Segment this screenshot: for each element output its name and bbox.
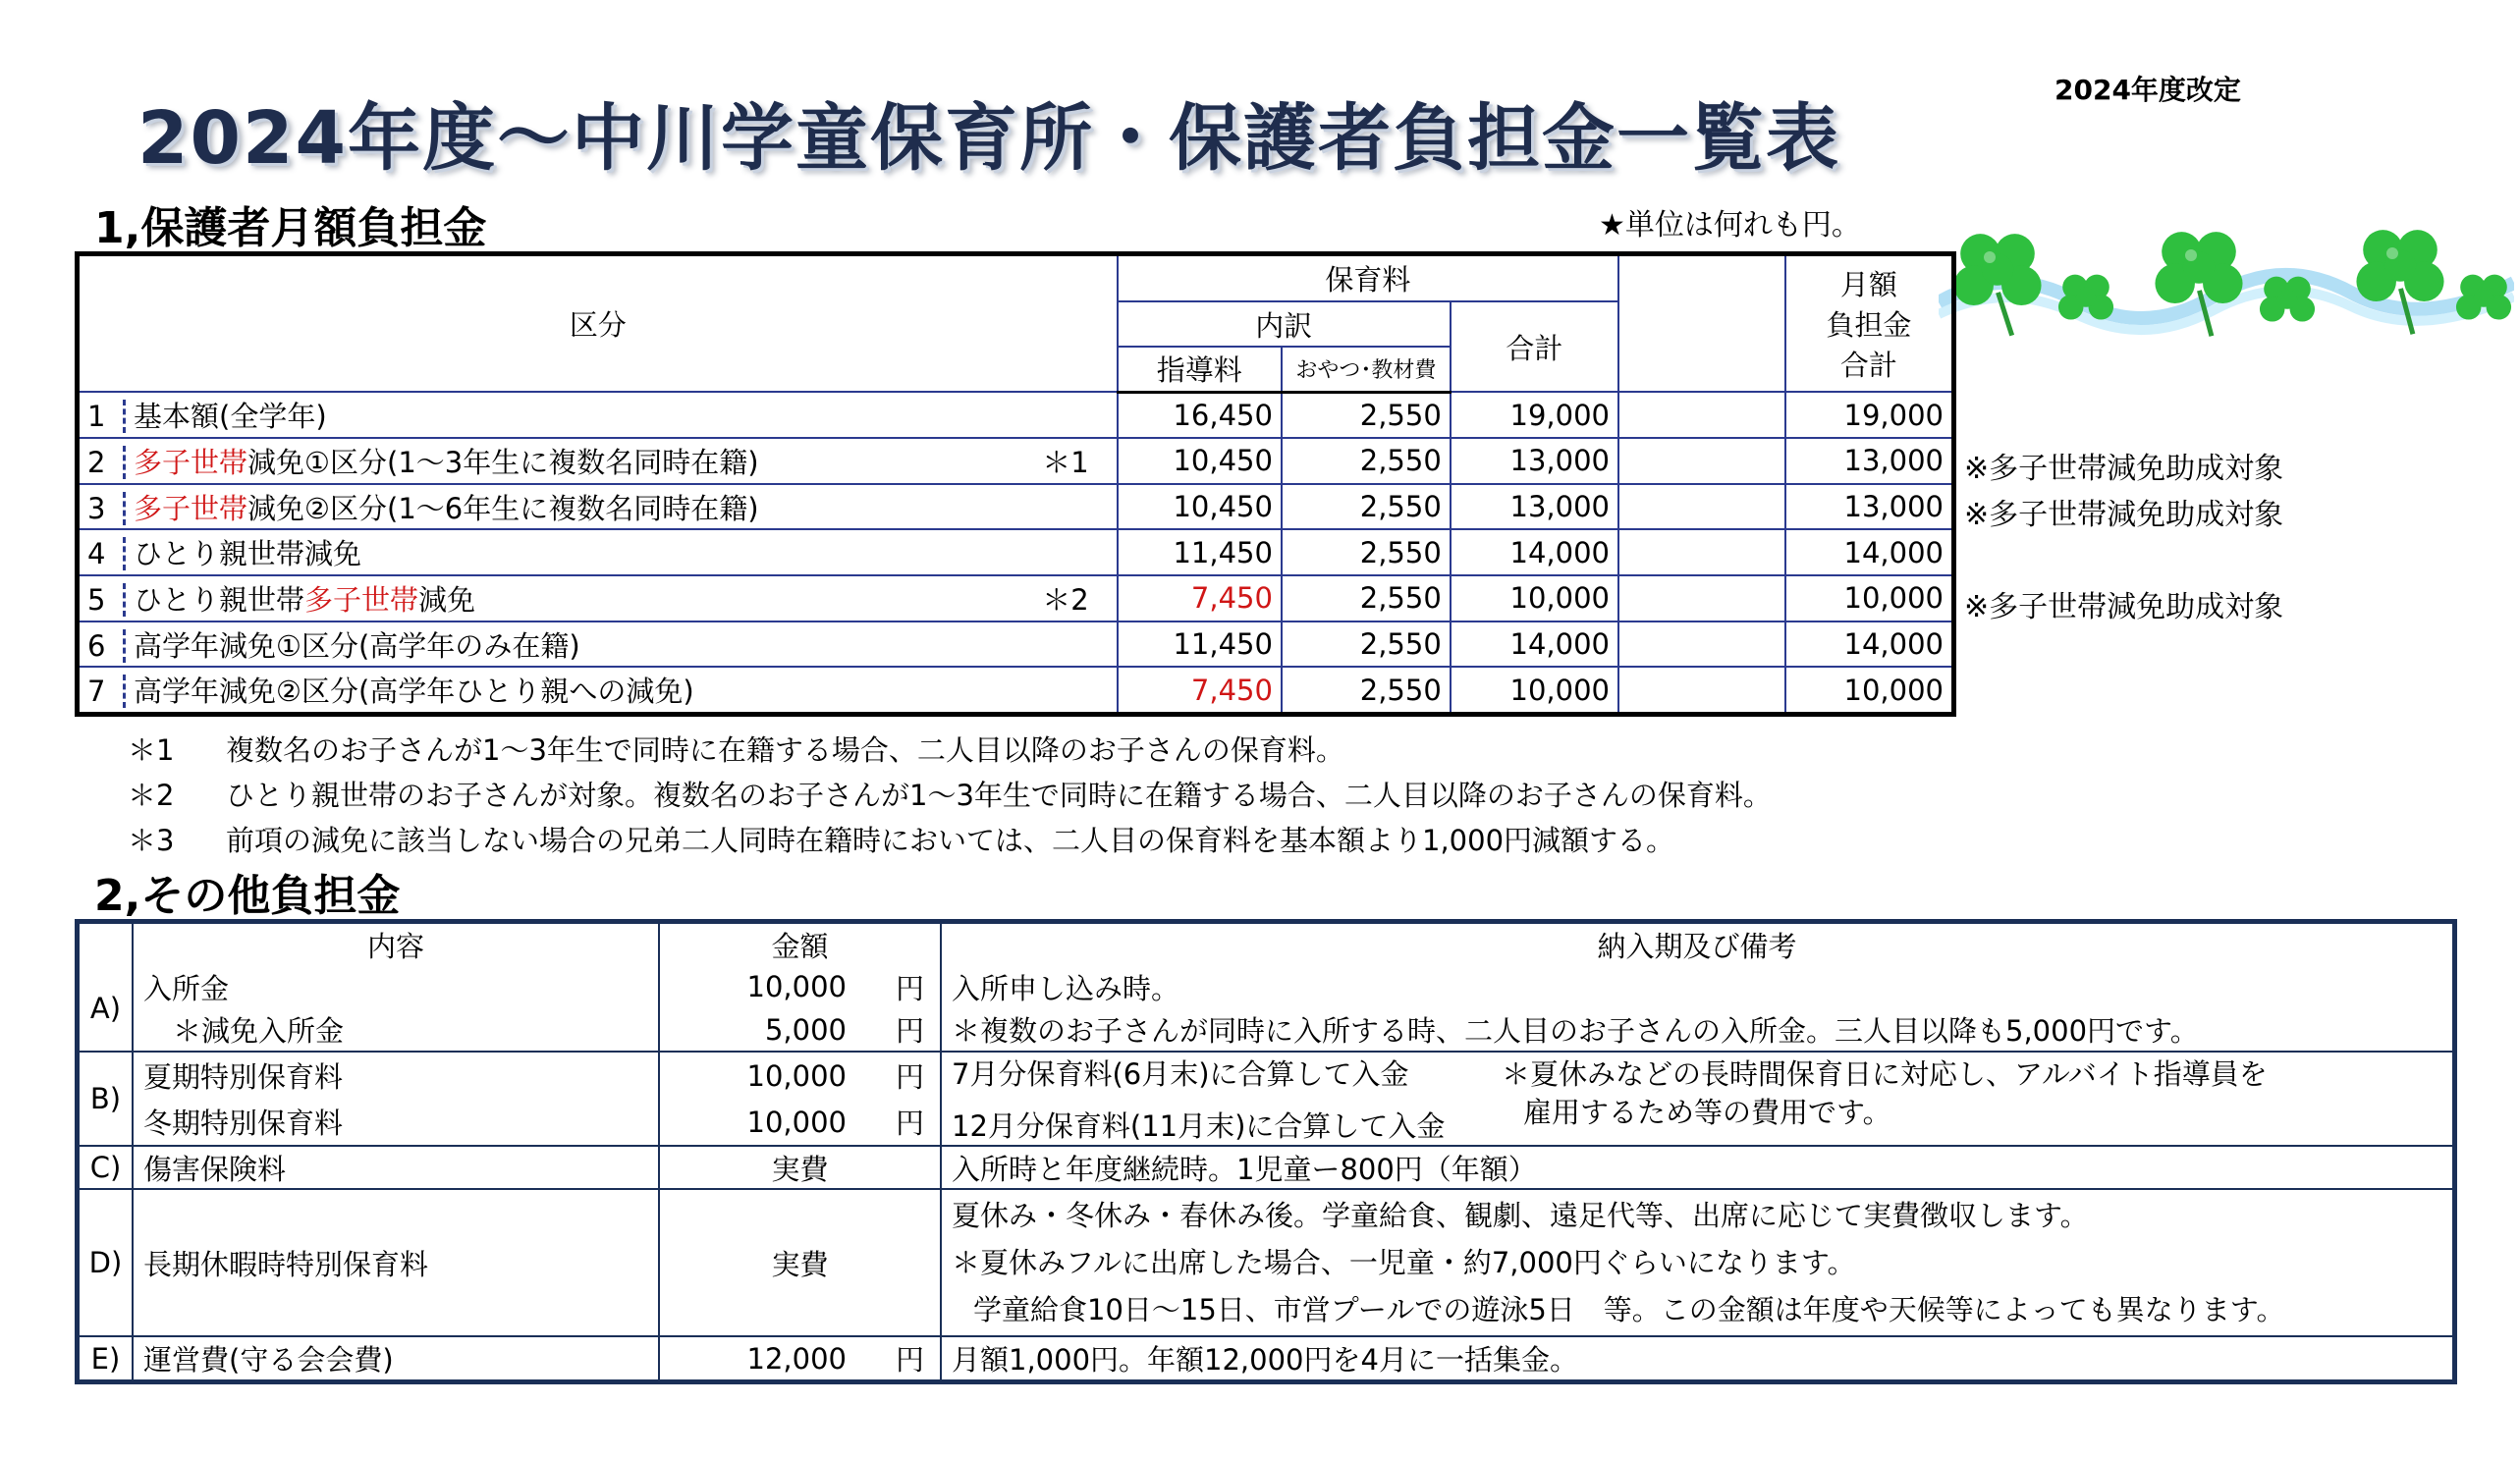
row-number: 3 — [87, 492, 126, 525]
category-cell — [80, 392, 1118, 438]
monthly-total-cell: 10,000 — [1785, 667, 1951, 712]
blank-cell — [1618, 621, 1785, 668]
category-text-post: 減免②区分(1～6年生に複数名同時在籍) — [247, 491, 759, 525]
guidance-fee-cell: 10,450 — [1118, 484, 1282, 530]
category-text-highlight: 多子世帯 — [134, 491, 248, 525]
category-footnote-mark: ＊2 — [1042, 582, 1089, 617]
fee-row — [80, 621, 1951, 668]
group-label-d: D) — [80, 1189, 133, 1336]
category-text-post: 減免 — [418, 582, 476, 617]
monthly-total-cell: 10,000 — [1785, 575, 1951, 621]
fee-row — [80, 529, 1951, 575]
category-cell — [80, 529, 1118, 575]
remark-seasonal-note-2: 雇用するため等の費用です。 — [1523, 1096, 1891, 1129]
group-label-e: E) — [80, 1336, 133, 1379]
yen-unit: 円 — [886, 1052, 941, 1099]
snack-fee-cell: 2,550 — [1282, 575, 1451, 621]
group-label-c: C) — [80, 1146, 133, 1189]
category-text-pre: 基本額(全学年) — [134, 400, 327, 434]
category-cell — [80, 667, 1118, 712]
header-amount: 金額 — [659, 924, 941, 965]
subsidy-note: ※多子世帯減免助成対象 — [1964, 452, 2284, 486]
item-insurance: 傷害保険料 — [133, 1146, 659, 1189]
other-fees-table — [75, 919, 2457, 1384]
category-text-pre: 高学年減免②区分(高学年ひとり親への減免) — [134, 675, 694, 709]
row-number: 7 — [87, 675, 126, 708]
category-text-pre: ひとり親世帯 — [134, 582, 305, 617]
item-long-holiday-fee: 長期休暇時特別保育料 — [133, 1189, 659, 1336]
unit-note: ★単位は何れも円。 — [1599, 208, 1861, 243]
monthly-fee-table — [75, 251, 1956, 717]
page-title: 2024年度～中川学童保育所・保護者負担金一覧表 — [137, 96, 1840, 181]
monthly-total-cell: 14,000 — [1785, 621, 1951, 668]
remark-admission-fee: 入所申し込み時。 — [941, 965, 2452, 1008]
fee-total-cell: 10,000 — [1451, 667, 1618, 712]
category-cell — [80, 575, 1118, 621]
remark-insurance: 入所時と年度継続時。1児童ー800円（年額） — [941, 1146, 2452, 1189]
subsidy-note: ※多子世帯減免助成対象 — [1964, 590, 2284, 624]
remark-reduced-admission-fee: ＊複数のお子さんが同時に入所する時、二人目のお子さんの入所金。三人目以降も5,000円です。 — [941, 1008, 2452, 1052]
fee-total-cell: 13,000 — [1451, 484, 1618, 530]
header-guidance-fee: 指導料 — [1118, 347, 1282, 392]
category-text-pre: ひとり親世帯減免 — [134, 537, 362, 571]
fee-row — [80, 667, 1951, 712]
section2-heading: 2,その他負担金 — [94, 871, 401, 921]
remark-seasonal-fees — [941, 1052, 2452, 1146]
guidance-fee-cell: 7,450 — [1118, 575, 1282, 621]
shamrock-clover-icon — [1939, 224, 2514, 351]
yen-unit: 円 — [886, 1099, 941, 1146]
blank-cell — [1618, 667, 1785, 712]
header-group-blank — [80, 924, 133, 965]
header-monthly-total-l2: 負担金 — [1826, 308, 1912, 342]
header-monthly-total-l3: 合計 — [1839, 349, 1897, 382]
snack-fee-cell: 2,550 — [1282, 484, 1451, 530]
header-remarks: 納入期及び備考 — [941, 924, 2452, 965]
monthly-total-cell: 13,000 — [1785, 484, 1951, 530]
guidance-fee-cell: 16,450 — [1118, 392, 1282, 438]
category-cell — [80, 438, 1118, 484]
footnote-text: ひとり親世帯のお子さんが対象。複数名のお子さんが1～3年生で同時に在籍する場合、二人目以降のお子さんの保育料。 — [226, 779, 1772, 812]
fee-row — [80, 438, 1951, 484]
blank-cell — [1618, 392, 1785, 438]
fee-total-cell: 19,000 — [1451, 392, 1618, 438]
footnote-key: ＊3 — [128, 824, 175, 857]
fee-row — [80, 575, 1951, 621]
header-breakdown: 内訳 — [1118, 301, 1451, 347]
fee-row — [80, 392, 1951, 438]
blank-cell — [1618, 484, 1785, 530]
blank-cell — [1618, 438, 1785, 484]
guidance-fee-cell: 11,450 — [1118, 621, 1282, 668]
row-number: 6 — [87, 629, 126, 663]
header-total: 合計 — [1451, 301, 1618, 392]
remark-operating-fee: 月額1,000円。年額12,000円を4月に一括集金。 — [941, 1336, 2452, 1379]
row-number: 5 — [87, 583, 126, 617]
amount-long-holiday-fee: 実費 — [659, 1189, 941, 1336]
group-label-b: B) — [80, 1052, 133, 1146]
section1-heading: 1,保護者月額負担金 — [94, 203, 487, 253]
yen-unit: 円 — [886, 1008, 941, 1052]
monthly-total-cell: 19,000 — [1785, 392, 1951, 438]
amount-reduced-admission-fee: 5,000 — [659, 1008, 886, 1052]
footnote-key: ＊2 — [128, 779, 175, 812]
amount-admission-fee: 10,000 — [659, 965, 886, 1008]
amount-winter-fee: 10,000 — [659, 1099, 886, 1146]
fee-row — [80, 484, 1951, 530]
remark-long-holiday-2: ＊夏休みフルに出席した場合、一児童・約7,000円ぐらいになります。 — [952, 1246, 1856, 1279]
fee-total-cell: 14,000 — [1451, 529, 1618, 575]
revision-note: 2024年度改定 — [2054, 74, 2241, 106]
item-operating-fee: 運営費(守る会会費) — [133, 1336, 659, 1379]
category-text-highlight: 多子世帯 — [304, 582, 419, 617]
fee-total-cell: 10,000 — [1451, 575, 1618, 621]
footnote-3 — [128, 819, 1674, 859]
category-cell — [80, 484, 1118, 530]
header-category: 区分 — [80, 256, 1118, 392]
monthly-total-cell: 13,000 — [1785, 438, 1951, 484]
item-winter-fee: 冬期特別保育料 — [133, 1099, 659, 1146]
guidance-fee-cell: 7,450 — [1118, 667, 1282, 712]
remark-long-holiday-fee — [941, 1189, 2452, 1336]
guidance-fee-cell: 11,450 — [1118, 529, 1282, 575]
snack-fee-cell: 2,550 — [1282, 621, 1451, 668]
remark-long-holiday-1: 夏休み・冬休み・春休み後。学童給食、観劇、遠足代等、出席に応じて実費徴収します。 — [952, 1199, 2089, 1232]
row-number: 4 — [87, 537, 126, 570]
snack-fee-cell: 2,550 — [1282, 667, 1451, 712]
header-monthly-total — [1785, 256, 1951, 392]
footnote-1 — [128, 729, 1344, 769]
item-reduced-admission-fee: ＊減免入所金 — [133, 1008, 659, 1052]
snack-fee-cell: 2,550 — [1282, 529, 1451, 575]
row-number: 1 — [87, 400, 126, 433]
header-monthly-total-l1: 月額 — [1839, 268, 1897, 301]
category-footnote-mark: ＊1 — [1042, 445, 1089, 479]
fee-total-cell: 14,000 — [1451, 621, 1618, 668]
footnote-text: 複数名のお子さんが1～3年生で同時に在籍する場合、二人目以降のお子さんの保育料。 — [226, 733, 1344, 767]
item-summer-fee: 夏期特別保育料 — [133, 1052, 659, 1099]
blank-cell — [1618, 529, 1785, 575]
amount-operating-fee: 12,000 — [659, 1336, 886, 1379]
item-admission-fee: 入所金 — [133, 965, 659, 1008]
header-blank — [1618, 256, 1785, 392]
row-number: 2 — [87, 446, 126, 479]
header-childcare-fee: 保育料 — [1118, 256, 1618, 301]
snack-fee-cell: 2,550 — [1282, 392, 1451, 438]
amount-summer-fee: 10,000 — [659, 1052, 886, 1099]
yen-unit: 円 — [886, 965, 941, 1008]
snack-fee-cell: 2,550 — [1282, 438, 1451, 484]
header-content: 内容 — [133, 924, 659, 965]
yen-unit: 円 — [886, 1336, 941, 1379]
group-label-a: A) — [80, 965, 133, 1052]
amount-insurance: 実費 — [659, 1146, 941, 1189]
remark-long-holiday-3: 学童給食10日～15日、市営プールでの遊泳5日 等。この金額は年度や天候等によっても異なります。 — [973, 1293, 2285, 1326]
category-text-highlight: 多子世帯 — [134, 445, 248, 479]
remark-seasonal-note-1: ＊夏休みなどの長時間保育日に対応し、アルバイト指導員を — [1502, 1057, 2268, 1091]
category-text-post: 減免①区分(1～3年生に複数名同時在籍) — [247, 445, 759, 479]
monthly-total-cell: 14,000 — [1785, 529, 1951, 575]
guidance-fee-cell: 10,450 — [1118, 438, 1282, 484]
footnote-2 — [128, 774, 1772, 814]
footnote-text: 前項の減免に該当しない場合の兄弟二人同時在籍時においては、二人目の保育料を基本額より1,000円減額する。 — [226, 824, 1675, 857]
remark-summer-fee: 7月分保育料(6月末)に合算して入金 — [952, 1057, 1409, 1091]
blank-cell — [1618, 575, 1785, 621]
remark-winter-fee: 12月分保育料(11月末)に合算して入金 — [952, 1109, 1446, 1143]
header-snack-fee: おやつ･教材費 — [1282, 347, 1451, 392]
subsidy-note: ※多子世帯減免助成対象 — [1964, 498, 2284, 532]
category-cell — [80, 621, 1118, 668]
category-text-pre: 高学年減免①区分(高学年のみ在籍) — [134, 628, 580, 663]
fee-total-cell: 13,000 — [1451, 438, 1618, 484]
footnote-key: ＊1 — [128, 733, 175, 767]
